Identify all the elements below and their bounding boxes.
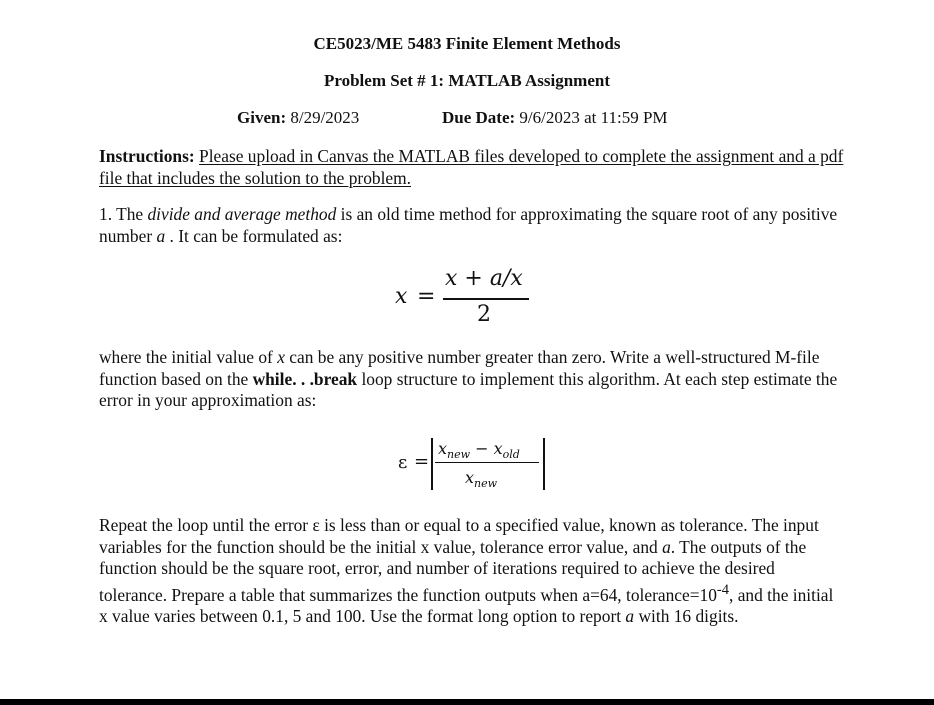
para3-text-c: , and the initial x value varies between 0.1, 5 and 100. Use the format long option to report [99, 584, 834, 626]
eq1-numerator: x + a/x [445, 266, 523, 291]
para3-text-a: Repeat the loop until the error ε is less than or equal to a specified value, known as tolerance. The input variables for the function should be the initial x value, tolerance error value, and [99, 515, 819, 557]
para3-exponent: -4 [716, 581, 730, 598]
eq2-sub-old: old [502, 448, 520, 462]
para2-text-a: where the initial value of [99, 347, 278, 367]
course-title: CE5023/ME 5483 Finite Element Methods [313, 34, 621, 53]
problem-1-paragraph-3 [99, 515, 839, 627]
due-label: Due Date: [442, 108, 516, 127]
para3-var-a-1: a [662, 536, 671, 557]
intro-text: is an old time method for approximating the square root of any positive number [99, 204, 838, 246]
eq2-x-old: x [493, 439, 503, 458]
instructions-text: Please upload in Canvas the MATLAB files developed to complete the assignment and a pdf file that includes the solution to the problem. [99, 146, 844, 188]
equation-relative-error [398, 436, 558, 496]
due-date-line [442, 108, 668, 128]
var-a: a [156, 225, 166, 246]
due-date: 9/6/2023 at 11:59 PM [515, 108, 668, 127]
problem-number: 1. The [99, 204, 148, 224]
para3-text-d: with 16 digits. [634, 605, 739, 626]
instructions-paragraph [99, 146, 859, 189]
eq2-den-sub: new [474, 477, 498, 491]
eq2-numerator [438, 439, 520, 461]
intro-end: . It can be formulated as: [165, 225, 343, 246]
eq1-fraction-bar [443, 298, 529, 300]
problem-1-intro [99, 204, 859, 247]
given-date: 8/29/2023 [286, 108, 360, 127]
para2-text-b: can be any positive number greater than zero. Write a well-structured M-file function based on the [99, 347, 820, 389]
para2-text-c: loop structure to implement this algorithm. At each step estimate the error in your approximation as: [99, 368, 838, 410]
para2-loop-keyword: while. . .break [252, 368, 358, 389]
para2-var-x: x [277, 347, 285, 367]
eq1-lhs: x [395, 284, 408, 309]
eq2-equals: = [414, 451, 430, 472]
eq2-minus: − [470, 439, 494, 458]
problem-set-title: Problem Set # 1: MATLAB Assignment [323, 71, 610, 90]
eq2-abs-right [543, 438, 545, 490]
eq2-x-new: x [438, 439, 448, 458]
method-name: divide and average method [147, 204, 337, 224]
eq1-denominator: 2 [477, 302, 491, 327]
eq2-sub-new: new [447, 448, 471, 462]
eq2-abs-left [431, 438, 433, 490]
bottom-border [0, 699, 934, 705]
para3-text-b: . The outputs of the function should be the square root, error, and number of iterations required to achieve the desired tolerance. Prepare a table that summarizes the function outputs when a=64, tolerance=10 [99, 536, 807, 605]
given-label: Given: [237, 108, 287, 127]
eq2-lhs: ε [398, 452, 408, 473]
eq2-den-x: x [465, 468, 475, 487]
para3-var-a-2: a [625, 605, 635, 626]
eq1-equals: = [417, 284, 436, 309]
given-date-line [237, 108, 359, 128]
problem-1-paragraph-2 [99, 347, 839, 412]
eq2-denominator [465, 468, 497, 490]
equation-divide-average [395, 266, 545, 330]
instructions-label: Instructions: [99, 146, 195, 166]
eq2-fraction-bar [435, 462, 539, 463]
